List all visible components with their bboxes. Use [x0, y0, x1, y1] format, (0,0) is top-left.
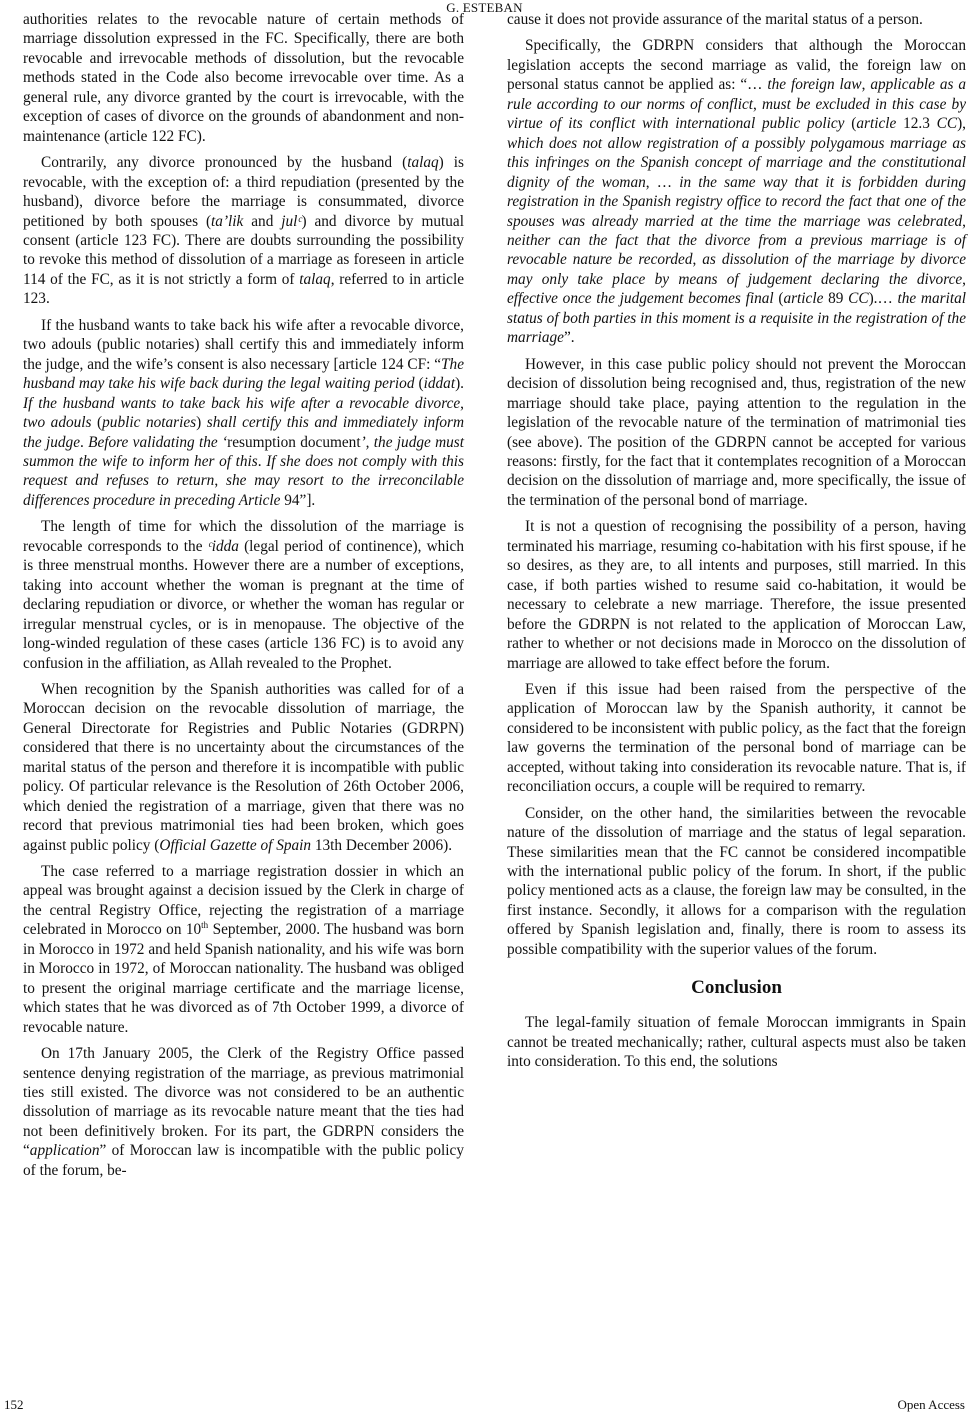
paragraph: [23, 316, 464, 511]
italic-text: The husband may take his wife back during the legal waiting period: [23, 355, 464, 393]
text-run: Specifically, the GDRPN considers that although the Moroccan legislation accepts the second marriage as valid, the foreign law on personal status cannot be applied as: “…: [507, 37, 966, 94]
text-run: ): [196, 414, 207, 432]
italic-text: which does not allow registration of a possibly polygamous marriage as this infringes on the Spanish concept of marriage and the constitutional dignity of the woman: [507, 134, 966, 191]
text-run: (legal period of continence), which is three menstrual months. However there are a number of exceptions, taking into account whether the woman is pregnant at the time of declaring repudiation or divorce, or whether the woman has regular or irregular menstrual cycles, or is in menopause. The objective of the long-winded regulation of these cases (article 136 FC) is to avoid any confusion in the affiliation, as Allah revealed to the Prophet.: [23, 537, 464, 672]
paragraph: [23, 680, 464, 855]
text-run: ,: [692, 251, 703, 269]
italic-text: talaq: [299, 270, 331, 288]
italic-text: she may resort to the irreconcilable differences procedure in preceding Article: [23, 472, 464, 509]
text-run: (: [414, 375, 424, 393]
italic-text: julᶜ: [281, 212, 302, 230]
text-run: When recognition by the Spanish authorities was called for of a Moroccan decision on the revocable dissolution of marriage, the General Directorate for Registries and Public Notaries (GDRPN) considered that there is no uncertainty about the circumstances of the marital status of the person and therefore it is incompatible with public policy. Of particular relevance is the Resolution of 26th October 2006, which denied the registration of a marriage, given that there was no record that previous matrimonial ties had been broken, which goes against public policy (: [23, 680, 464, 854]
text-run: Consider, on the other hand, the similarities between the revocable nature of the dissolution of marriage and the status of legal separation. These similarities mean that the FC cannot be considered incompatible with the international public policy of the forum. In short, if the public policy mentioned acts as a clause, the foreign law may be consulted, in the first instance. Secondly, it allows for a comparison with the regulation offered by Spanish legislation and, finally, there is room to assess its possible compatibility with the superior values of the forum.: [507, 804, 966, 958]
section-heading: Conclusion: [691, 977, 782, 999]
italic-text: CC: [848, 290, 869, 308]
paragraph: [23, 517, 464, 673]
italic-text: Official Gazette of Spain: [159, 836, 312, 854]
text-run: ,: [861, 76, 871, 94]
left-column: [23, 10, 464, 1187]
italic-text: If she does not comply with this request and refuses to return: [23, 452, 464, 490]
text-run: Even if this issue had been raised from the perspective of the application of Moroccan law by the Spanish authority, it cannot be considered to be inconsistent with public policy, as the fact that the foreign law governs the termination of the personal bond of marriage can be accepted, without taking into consideration its revocable nature. That is, if reconciliation occurs, a couple will be required to remarry.: [507, 680, 966, 796]
paragraph: [507, 517, 966, 673]
paragraph: [507, 804, 966, 960]
italic-text: article: [783, 290, 824, 308]
italic-text: effective once the judgement becomes final: [507, 290, 774, 308]
text-run: The case referred to a marriage registration dossier in which an appeal was brought against a decision issued by the Clerk in charge of the central Registry Office, rejecting the registration of a marriage celebrated in Morocco on 10: [23, 863, 464, 939]
paragraph: [507, 355, 966, 511]
text-run: 13th December 2006).: [311, 836, 453, 854]
italic-text: Before validating the ‘: [88, 433, 228, 451]
text-run: , …: [645, 173, 680, 191]
text-run: ) and divorce by mutual consent (article 123 FC). There are doubts surrounding the possibility to revoke this method of dissolution of a marriage as foreseen in article 114 of the FC, as it is not strictly a form of: [23, 212, 464, 288]
italic-text: shall certify this and immediately inform the judge: [23, 414, 465, 451]
text-run: ,: [460, 394, 464, 412]
text-run: ),: [957, 115, 966, 133]
paragraph: [23, 1044, 464, 1180]
paragraph: [23, 10, 464, 146]
text-run: resumption document: [227, 433, 361, 451]
italic-text: iddat: [423, 375, 456, 393]
italic-text: must be excluded in this case by virtue of its conflict with international public policy: [507, 95, 966, 133]
paragraph: [23, 153, 464, 309]
text-run: If the husband wants to take back his wife after a revocable divorce, two adouls (public notaries) shall certify this and immediately inform the judge, and the wife’s consent is also necessary [article 124 CF: “: [23, 316, 464, 373]
page-number: 152: [4, 1397, 24, 1412]
text-run: , referred to in article 123.: [23, 270, 464, 308]
italic-text: two adouls: [23, 414, 92, 432]
text-run: authorities relates to the revocable nature of certain methods of marriage dissolution expressed in the FC. Specifically, there are both revocable and irrevocable methods of dissolution, but the revocable methods stated in the Code also become irrevocable over time. As a general rule, any divorce granted by the court is irrevocable, with the exception of cases of divorce on the grounds of abandonment and non-maintenance (article 122 FC).: [23, 11, 464, 145]
italic-text: ᶜidda: [207, 537, 239, 555]
text-run: ,: [214, 472, 227, 490]
italic-text: ’, the judge must summon the wife to inform her of this: [23, 433, 465, 470]
text-run: ,: [753, 95, 762, 113]
italic-text: If the husband wants to take back his wife after a revocable divorce: [23, 394, 461, 412]
text-run: On 17th January 2005, the Clerk of the Registry Office passed sentence denying registration of the marriage, as previous matrimonial ties still existed. The divorce was not considered to be an authentic dissolution of marriage as its revocable nature meant that the ties had not been definitively broken. For its part, the GDRPN considers the “: [23, 1045, 464, 1160]
text-run: September, 2000. The husband was born in Morocco in 1972 and held Spanish nationality, and his wife was born in Morocco in 1972, of Moroccan nationality. The husband was obliged to present the original marriage certificate and the marriage license, which states that he was divorced as of 7th October 1999, a divorce of revocable nature.: [23, 921, 464, 1036]
italic-text: the marital status of both parties in this moment is a requisite in the registration of the marriage: [507, 290, 966, 347]
text-run: ”.: [563, 329, 575, 347]
text-run: ,: [962, 212, 966, 230]
text-run: .: [80, 433, 89, 451]
text-run: 94”].: [280, 491, 316, 509]
text-run: cause it does not provide assurance of the marital status of a person.: [507, 11, 923, 28]
text-run: It is not a question of recognising the possibility of a person, having terminated his marriage, resuming co-habitation with his first spouse, if he so desires, as they are, to all intents and purposes, still married. In this case, if both parties wished to resume said co-habitation, it would be necessary to celebrate a new marriage. Therefore, the issue presented before the GDRPN is not related to the application of Moroccan Law, rather to whether or not decisions made in Morocco on the dissolution of marriage are allowed to take effect before the forum.: [507, 518, 966, 672]
text-run: ” of Moroccan law is incompatible with the public policy of the forum, be-: [23, 1142, 464, 1179]
right-column: [507, 10, 966, 1079]
text-run: (: [91, 414, 103, 432]
text-run: (: [773, 290, 784, 308]
text-run: 89: [823, 290, 849, 308]
italic-text: applicable as a rule according to our norms of conflict: [507, 76, 967, 113]
italic-text: neither can the fact that the divorce from a previous marriage is of revocable nature be recorded: [507, 231, 966, 269]
running-head: G. ESTEBAN: [446, 0, 523, 15]
paragraph: [23, 862, 464, 1037]
italic-text: in the same way that it is forbidden during registration in the Spanish registry office to record the fact that one of the spouses was already married at the time the marriage was celebrated: [507, 173, 966, 230]
text-run: Contrarily, any divorce pronounced by the husband (: [41, 154, 408, 172]
text-run: ).: [455, 375, 464, 393]
italic-text: the foreign law: [767, 76, 862, 94]
italic-text: ta’lik: [211, 212, 244, 230]
text-run: However, in this case public policy should not prevent the Moroccan decision of dissolution being recognised and, thus, registration of the new marriage should take place, paying attention to the regulation in the legislation of the revocable nature of the termination of matrimonial ties (see above). The position of the GDRPN cannot be accepted for various reasons: firstly, for the fact that it contemplates recognition of a Moroccan decision on the dissolution of marriage and, more specifically, the issue of the termination of the personal bond of marriage.: [507, 355, 966, 509]
superscript: th: [201, 920, 209, 931]
text-run: ,: [962, 270, 966, 288]
text-run: ).…: [868, 290, 898, 308]
paragraph: [507, 1013, 966, 1071]
italic-text: talaq: [407, 154, 439, 172]
italic-text: application: [29, 1142, 100, 1160]
italic-text: as dissolution of the marriage by divorce may only take place by means of judgement declaring the divorce: [507, 251, 966, 288]
text-run: The legal-family situation of female Moroccan immigrants in Spain cannot be treated mechanically; rather, cultural aspects must also be taken into consideration. To this end, the solutions: [507, 1014, 966, 1071]
text-run: .: [257, 452, 267, 470]
text-run: 12.3: [896, 115, 937, 133]
italic-text: CC: [936, 115, 958, 133]
footer-publisher: Open Access: [897, 1397, 965, 1412]
text-run: (: [844, 115, 857, 133]
text-run: ) is revocable, with the exception of: a third repudiation (presented by the husband), divorce before the marriage is consummated, divorce petitioned by both spouses (: [23, 154, 464, 230]
italic-text: article: [856, 115, 897, 133]
italic-text: public notaries: [102, 414, 197, 432]
text-run: The length of time for which the dissolution of the marriage is revocable corresponds to the: [23, 518, 464, 555]
paragraph: [507, 36, 966, 347]
paragraph: [507, 10, 966, 29]
paragraph: [507, 680, 966, 797]
text-run: and: [243, 212, 282, 230]
